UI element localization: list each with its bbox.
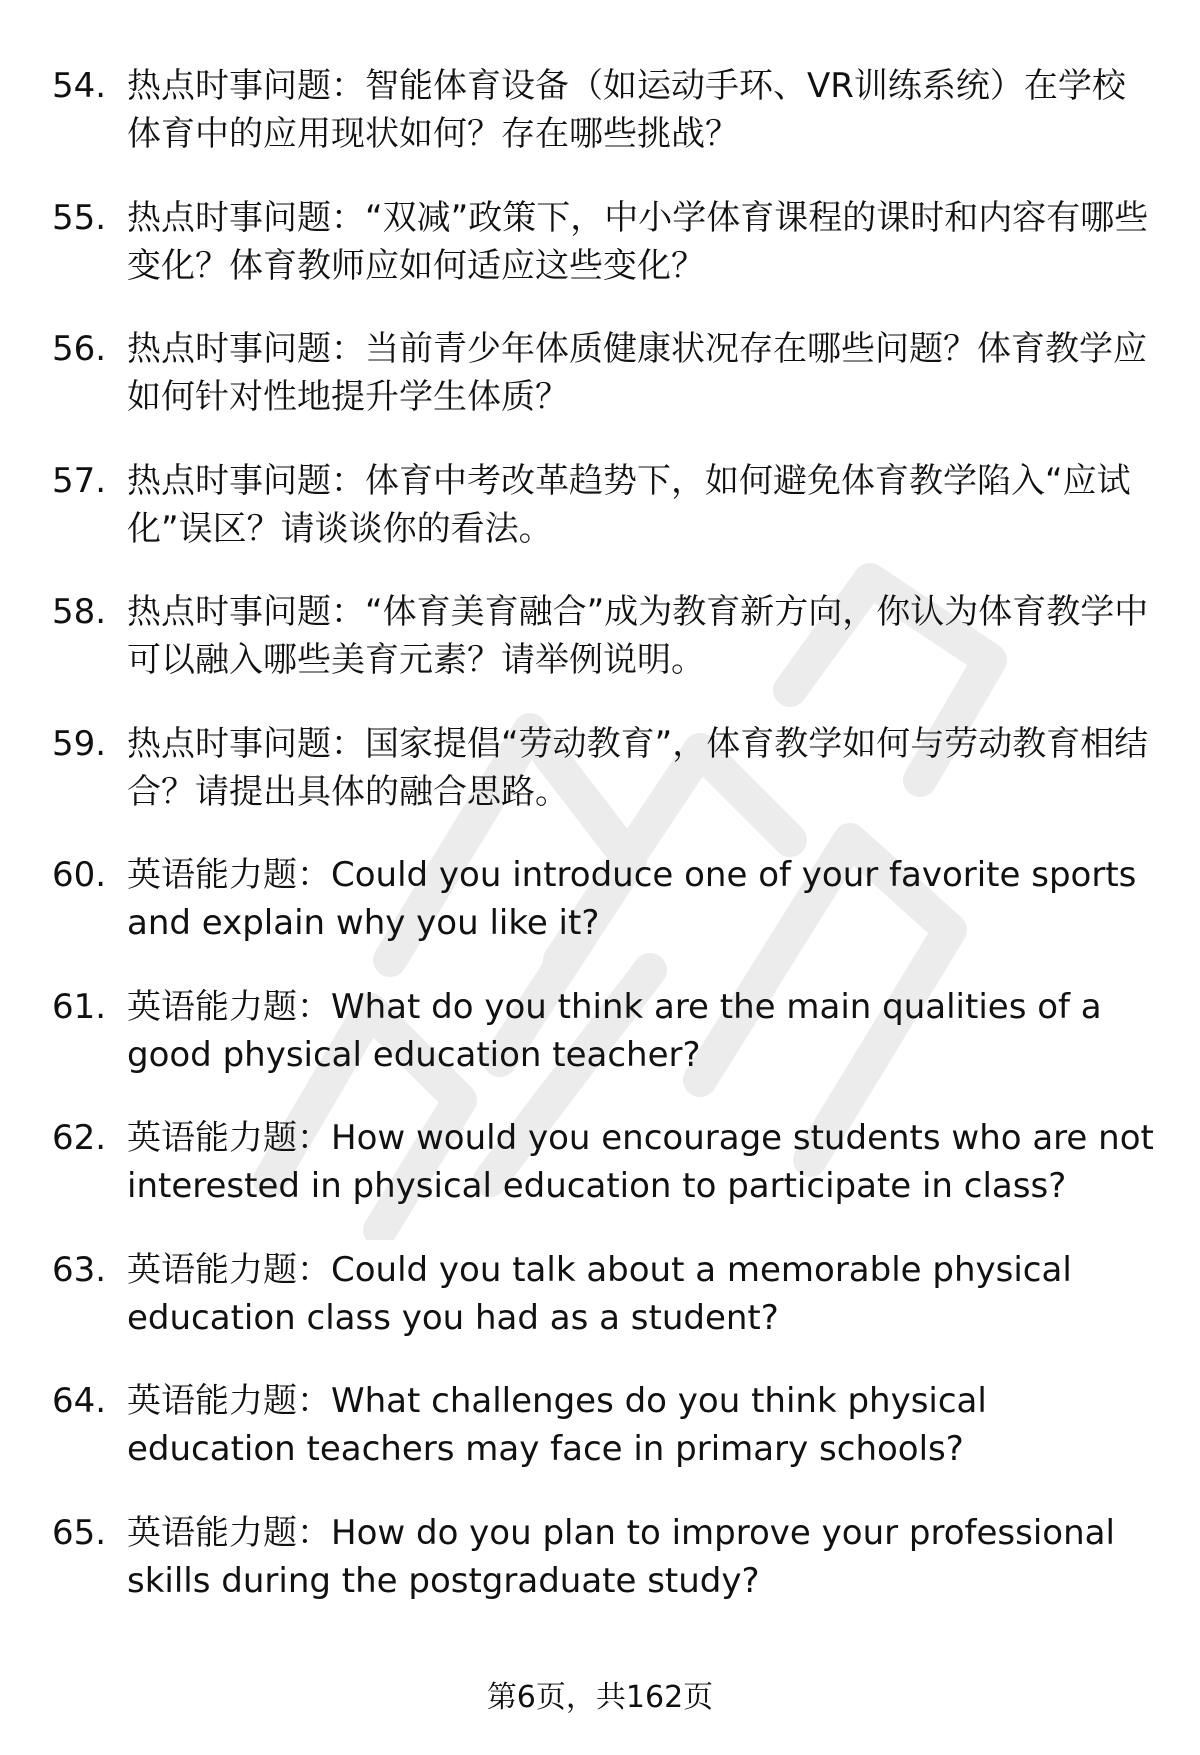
- question-item: [0, 720, 1200, 852]
- question-number: 59.: [52, 723, 107, 764]
- question-number: 54.: [52, 66, 107, 106]
- question-text: 热点时事问题：“双减”政策下，中小学体育课程的课时和内容有哪些变化？体育教师应如何适应这些变化？: [127, 197, 1149, 286]
- question-text: 热点时事问题：国家提倡“劳动教育”，体育教学如何与劳动教育相结合？请提出具体的融合思路。: [127, 723, 1149, 812]
- question-text: 英语能力题：Could you introduce one of your favorite sports and explain why you like it?: [127, 855, 1137, 943]
- question-item: [0, 1246, 1200, 1378]
- question-number: 65.: [52, 1512, 107, 1553]
- question-number: 58.: [52, 592, 107, 632]
- question-number: 64.: [52, 1381, 107, 1421]
- question-item: [0, 62, 1200, 194]
- question-number: 56.: [52, 329, 107, 369]
- page-footer: 第6页，共162页: [486, 1680, 714, 1715]
- question-number: 55.: [52, 197, 107, 238]
- question-item: [0, 851, 1200, 983]
- question-number: 63.: [52, 1249, 107, 1290]
- question-item: [0, 1114, 1200, 1246]
- question-number: 61.: [52, 986, 107, 1027]
- question-item: [0, 194, 1200, 326]
- question-text: 热点时事问题：智能体育设备（如运动手环、VR训练系统）在学校体育中的应用现状如何？存在哪些挑战？: [127, 66, 1126, 154]
- question-text: 英语能力题：What do you think are the main qualities of a good physical education teacher?: [127, 986, 1102, 1075]
- question-text: 英语能力题：How would you encourage students who are not interested in physical education to participate in class?: [127, 1118, 1154, 1206]
- question-item: [0, 325, 1200, 457]
- question-text: 英语能力题：How do you plan to improve your professional skills during the postgraduate study?: [127, 1512, 1115, 1601]
- question-item: [0, 1377, 1200, 1509]
- question-text: 英语能力题：What challenges do you think physical education teachers may face in primary schools?: [127, 1381, 987, 1469]
- question-item: [0, 588, 1200, 720]
- question-item: [0, 1509, 1200, 1641]
- question-number: 57.: [52, 460, 107, 501]
- question-number: 62.: [52, 1118, 107, 1158]
- question-text: 热点时事问题：体育中考改革趋势下，如何避免体育教学陷入“应试化”误区？请谈谈你的看法。: [127, 460, 1131, 549]
- question-number: 60.: [52, 855, 107, 895]
- question-text: 热点时事问题：当前青少年体质健康状况存在哪些问题？体育教学应如何针对性地提升学生体质？: [127, 329, 1147, 417]
- question-text: 英语能力题：Could you talk about a memorable physical education class you had as a student?: [127, 1249, 1072, 1338]
- question-item: [0, 457, 1200, 589]
- question-list: [0, 62, 1200, 1640]
- question-item: [0, 983, 1200, 1115]
- question-text: 热点时事问题：“体育美育融合”成为教育新方向，你认为体育教学中可以融入哪些美育元素？请举例说明。: [127, 592, 1149, 680]
